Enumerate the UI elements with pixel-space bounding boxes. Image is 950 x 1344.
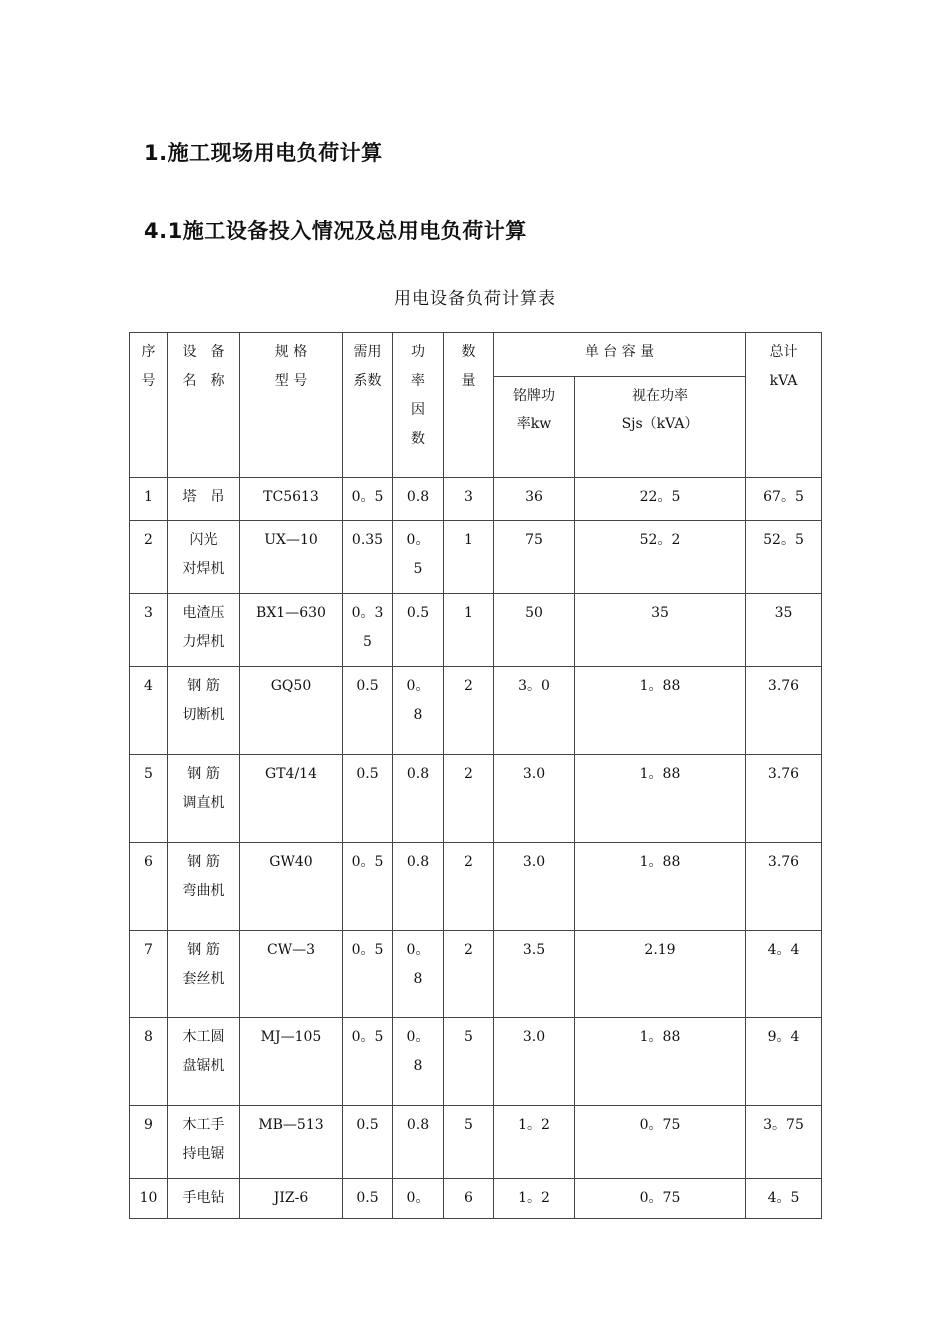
cell-apparent-power: 0。75 [575,1179,746,1219]
cell-rated-power: 1。2 [494,1106,575,1179]
cell-power-factor: 0.5 [393,594,444,667]
cell-demand-factor: 0.5 [343,1106,393,1179]
cell-equipment-name: 电渣压 力焊机 [168,594,240,667]
cell-model: UX—10 [240,521,343,594]
cell-quantity: 6 [444,1179,494,1219]
cell-model: BX1—630 [240,594,343,667]
cell-power-factor: 0.8 [393,755,444,843]
cell-model: TC5613 [240,478,343,521]
cell-power-factor: 0。 8 [393,931,444,1018]
cell-demand-factor: 0。5 [343,478,393,521]
header-rated-power: 铭牌功 率kw [494,377,575,478]
cell-equipment-name: 木工手 持电锯 [168,1106,240,1179]
cell-row-no: 3 [130,594,168,667]
cell-quantity: 5 [444,1018,494,1106]
cell-rated-power: 36 [494,478,575,521]
cell-rated-power: 50 [494,594,575,667]
cell-row-no: 4 [130,667,168,755]
cell-total-kva: 3.76 [746,843,822,931]
cell-row-no: 1 [130,478,168,521]
cell-apparent-power: 1。88 [575,667,746,755]
cell-model: GW40 [240,843,343,931]
cell-model: CW—3 [240,931,343,1018]
cell-demand-factor: 0。3 5 [343,594,393,667]
table-row [130,1018,822,1106]
cell-row-no: 8 [130,1018,168,1106]
cell-model: JIZ-6 [240,1179,343,1219]
header-apparent-power: 视在功率 Sjs（kVA） [575,377,746,478]
cell-model: MJ—105 [240,1018,343,1106]
cell-power-factor: 0.8 [393,478,444,521]
table-row [130,1106,822,1179]
cell-equipment-name: 钢 筋 套丝机 [168,931,240,1018]
table-row [130,478,822,521]
header-model: 规 格 型 号 [240,333,343,478]
cell-total-kva: 4。4 [746,931,822,1018]
cell-quantity: 2 [444,843,494,931]
section-heading-4-1: 4.1施工设备投入情况及总用电负荷计算 [144,219,527,243]
cell-rated-power: 3.0 [494,1018,575,1106]
cell-demand-factor: 0.35 [343,521,393,594]
table-row [130,521,822,594]
header-equipment-name: 设 备 名 称 [168,333,240,478]
section-heading-1: 1.施工现场用电负荷计算 [144,141,383,165]
cell-apparent-power: 1。88 [575,843,746,931]
table-title: 用电设备负荷计算表 [394,289,556,309]
cell-row-no: 5 [130,755,168,843]
cell-rated-power: 3.5 [494,931,575,1018]
cell-total-kva: 3.76 [746,667,822,755]
cell-apparent-power: 35 [575,594,746,667]
cell-apparent-power: 1。88 [575,755,746,843]
cell-quantity: 2 [444,667,494,755]
cell-power-factor: 0。 8 [393,667,444,755]
cell-power-factor: 0。 5 [393,521,444,594]
cell-equipment-name: 手电钻 [168,1179,240,1219]
cell-equipment-name: 闪光 对焊机 [168,521,240,594]
header-no: 序 号 [130,333,168,478]
cell-apparent-power: 0。75 [575,1106,746,1179]
cell-model: GT4/14 [240,755,343,843]
table-row [130,1179,822,1219]
cell-total-kva: 4。5 [746,1179,822,1219]
table-row [130,594,822,667]
header-power-factor: 功 率 因 数 [393,333,444,478]
cell-row-no: 9 [130,1106,168,1179]
cell-equipment-name: 塔 吊 [168,478,240,521]
cell-apparent-power: 22。5 [575,478,746,521]
cell-total-kva: 52。5 [746,521,822,594]
cell-total-kva: 3.76 [746,755,822,843]
cell-equipment-name: 木工圆 盘锯机 [168,1018,240,1106]
header-unit-capacity: 单 台 容 量 [494,333,746,377]
cell-power-factor: 0。 8 [393,1018,444,1106]
cell-rated-power: 3.0 [494,755,575,843]
cell-rated-power: 1。2 [494,1179,575,1219]
cell-quantity: 2 [444,755,494,843]
cell-power-factor: 0。 [393,1179,444,1219]
cell-rated-power: 75 [494,521,575,594]
cell-equipment-name: 钢 筋 调直机 [168,755,240,843]
cell-rated-power: 3.0 [494,843,575,931]
table-row [130,667,822,755]
cell-row-no: 10 [130,1179,168,1219]
cell-equipment-name: 钢 筋 弯曲机 [168,843,240,931]
table-row [130,931,822,1018]
table-row [130,755,822,843]
header-quantity: 数 量 [444,333,494,478]
cell-power-factor: 0.8 [393,843,444,931]
cell-quantity: 1 [444,521,494,594]
load-calculation-table [129,332,822,1219]
cell-equipment-name: 钢 筋 切断机 [168,667,240,755]
cell-apparent-power: 2.19 [575,931,746,1018]
cell-apparent-power: 1。88 [575,1018,746,1106]
header-demand-factor: 需用 系数 [343,333,393,478]
cell-quantity: 3 [444,478,494,521]
cell-power-factor: 0.8 [393,1106,444,1179]
cell-demand-factor: 0.5 [343,1179,393,1219]
cell-demand-factor: 0。5 [343,931,393,1018]
cell-quantity: 2 [444,931,494,1018]
cell-row-no: 6 [130,843,168,931]
cell-rated-power: 3。0 [494,667,575,755]
header-total-kva: 总计 kVA [746,333,822,478]
cell-demand-factor: 0。5 [343,843,393,931]
cell-apparent-power: 52。2 [575,521,746,594]
cell-demand-factor: 0。5 [343,1018,393,1106]
cell-total-kva: 67。5 [746,478,822,521]
cell-quantity: 1 [444,594,494,667]
table-row [130,843,822,931]
cell-total-kva: 3。75 [746,1106,822,1179]
cell-demand-factor: 0.5 [343,755,393,843]
cell-row-no: 2 [130,521,168,594]
cell-model: MB—513 [240,1106,343,1179]
cell-total-kva: 9。4 [746,1018,822,1106]
cell-total-kva: 35 [746,594,822,667]
cell-quantity: 5 [444,1106,494,1179]
cell-demand-factor: 0.5 [343,667,393,755]
cell-row-no: 7 [130,931,168,1018]
cell-model: GQ50 [240,667,343,755]
